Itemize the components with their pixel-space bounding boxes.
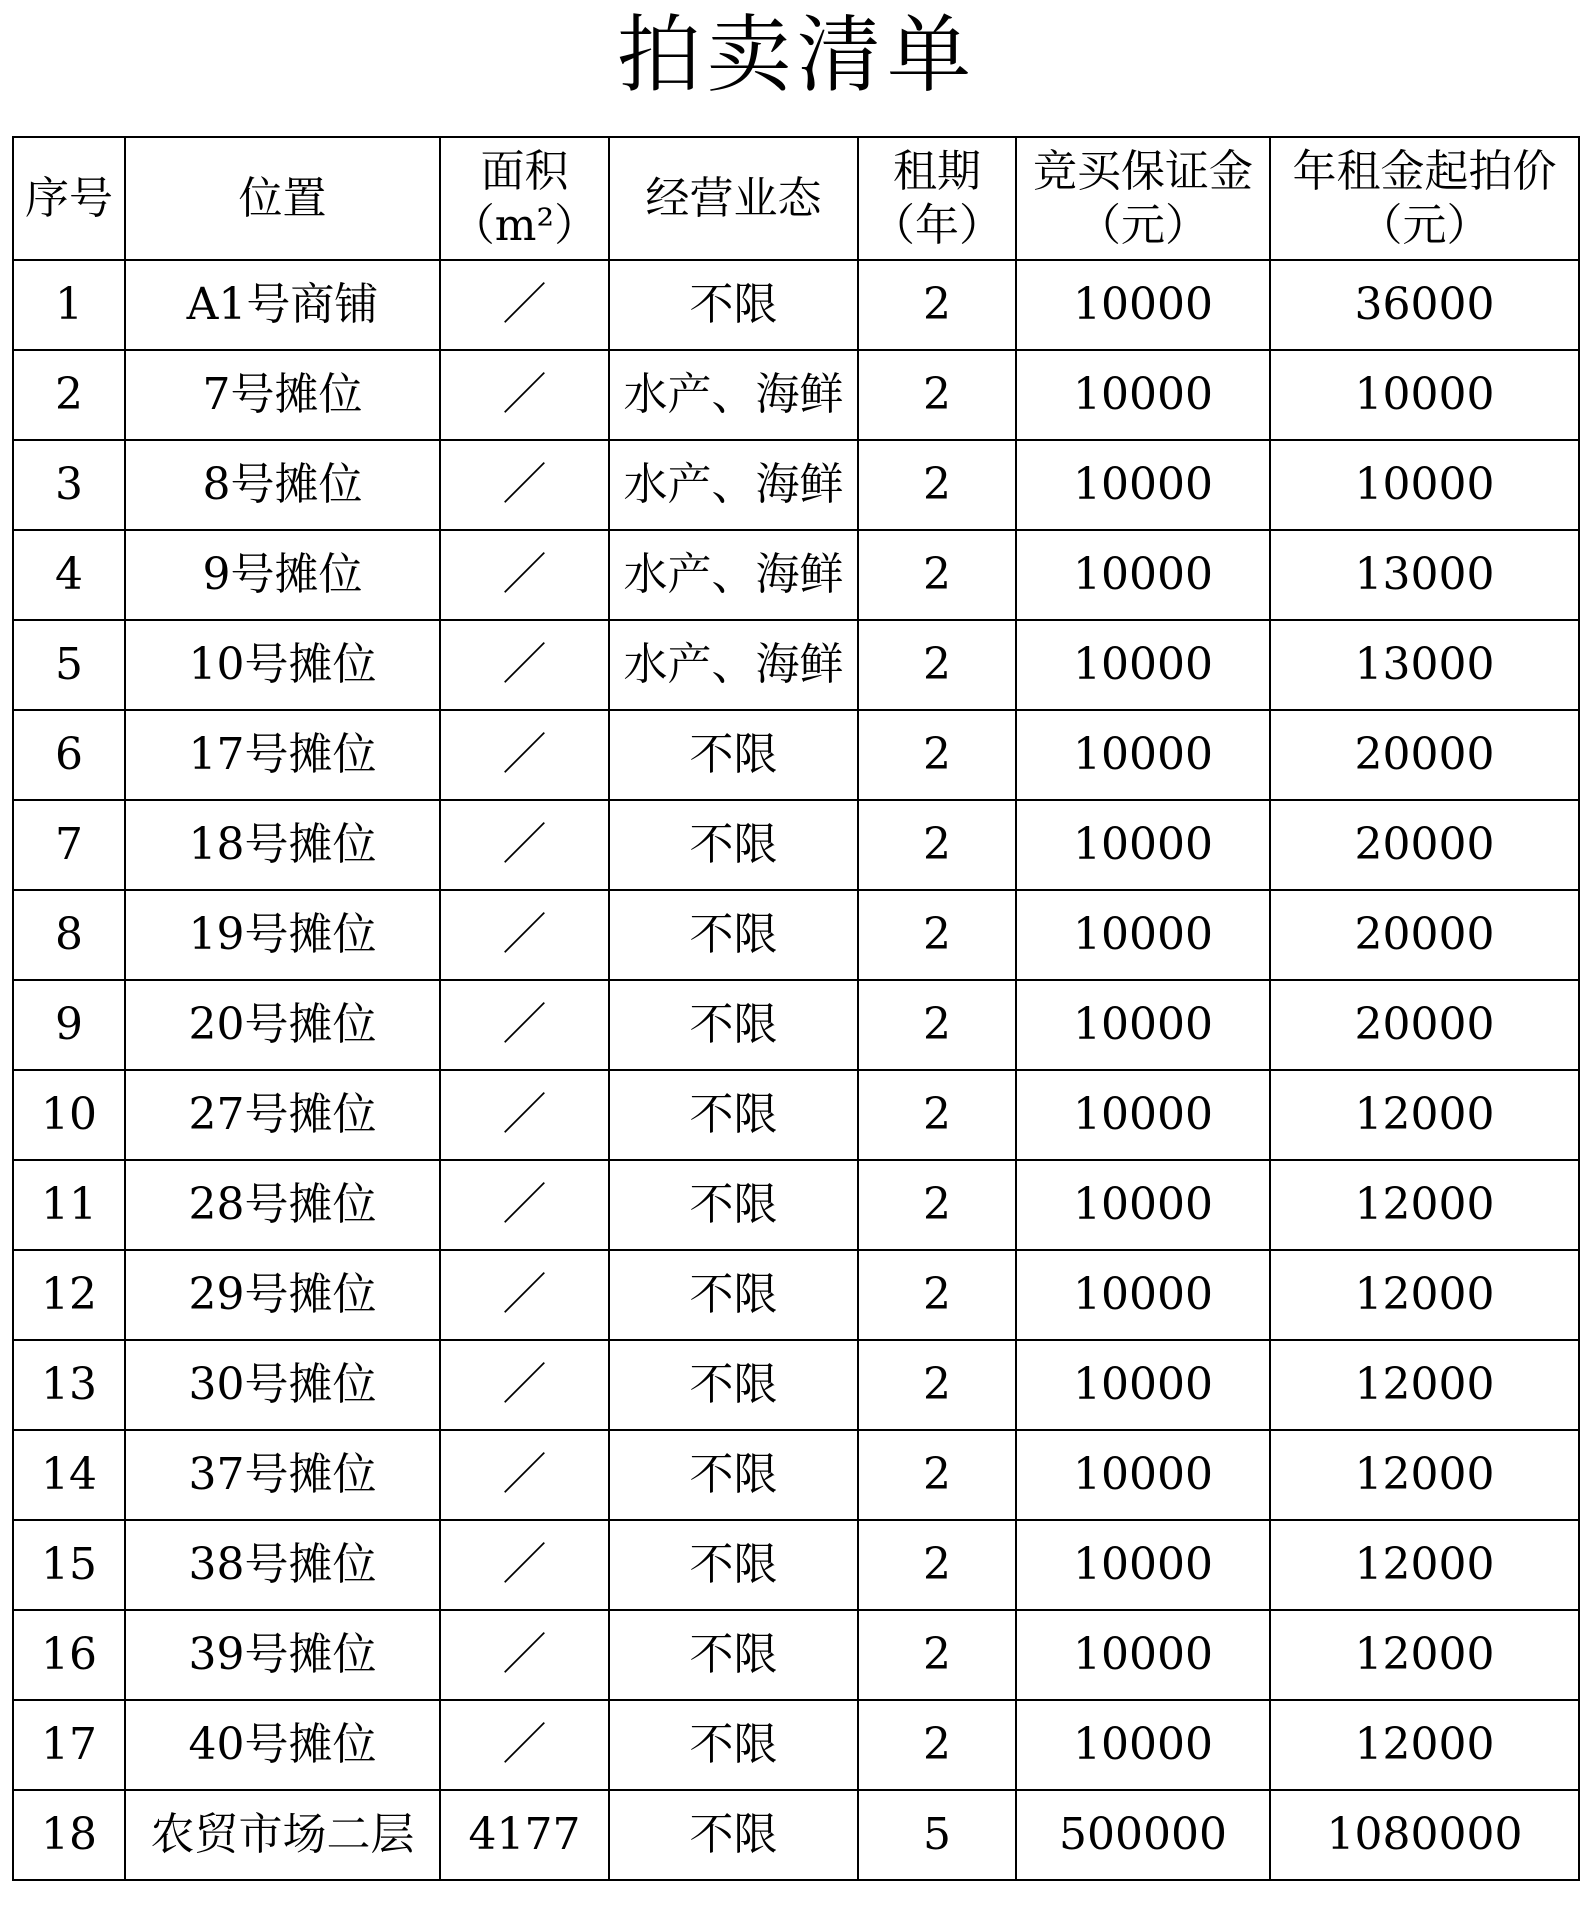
cell-location: 9号摊位 xyxy=(125,530,440,620)
cell-area: ／ xyxy=(440,530,609,620)
cell-area: ／ xyxy=(440,1520,609,1610)
cell-location: 30号摊位 xyxy=(125,1340,440,1430)
table-row xyxy=(13,800,1579,890)
cell-starting-price: 12000 xyxy=(1270,1340,1579,1430)
cell-lease-term: 2 xyxy=(858,800,1016,890)
header-cell-index xyxy=(13,137,125,260)
cell-index: 3 xyxy=(13,440,125,530)
cell-business-type: 不限 xyxy=(609,1070,858,1160)
cell-index: 2 xyxy=(13,350,125,440)
cell-business-type: 不限 xyxy=(609,1160,858,1250)
cell-deposit: 10000 xyxy=(1016,800,1270,890)
table-row xyxy=(13,890,1579,980)
cell-starting-price: 10000 xyxy=(1270,350,1579,440)
header-starting-price-label: 年租金起拍价 xyxy=(1292,145,1557,197)
cell-index: 16 xyxy=(13,1610,125,1700)
cell-starting-price: 12000 xyxy=(1270,1160,1579,1250)
cell-index: 4 xyxy=(13,530,125,620)
cell-area: ／ xyxy=(440,890,609,980)
cell-index: 17 xyxy=(13,1700,125,1790)
cell-deposit: 10000 xyxy=(1016,1070,1270,1160)
cell-starting-price: 12000 xyxy=(1270,1520,1579,1610)
cell-location: 10号摊位 xyxy=(125,620,440,710)
cell-location: 27号摊位 xyxy=(125,1070,440,1160)
header-business-type-label: 经营业态 xyxy=(645,172,822,224)
cell-lease-term: 2 xyxy=(858,350,1016,440)
cell-location: 37号摊位 xyxy=(125,1430,440,1520)
cell-deposit: 500000 xyxy=(1016,1790,1270,1880)
cell-area: 4177 xyxy=(440,1790,609,1880)
cell-index: 7 xyxy=(13,800,125,890)
cell-index: 13 xyxy=(13,1340,125,1430)
cell-area: ／ xyxy=(440,710,609,800)
table-row xyxy=(13,1070,1579,1160)
cell-location: 7号摊位 xyxy=(125,350,440,440)
header-deposit-unit: （元） xyxy=(1077,199,1209,251)
cell-index: 12 xyxy=(13,1250,125,1340)
cell-deposit: 10000 xyxy=(1016,1520,1270,1610)
header-cell-location xyxy=(125,137,440,260)
cell-starting-price: 20000 xyxy=(1270,890,1579,980)
cell-starting-price: 10000 xyxy=(1270,440,1579,530)
cell-deposit: 10000 xyxy=(1016,1340,1270,1430)
table-row xyxy=(13,440,1579,530)
cell-business-type: 水产、海鲜 xyxy=(609,620,858,710)
cell-area: ／ xyxy=(440,1250,609,1340)
cell-business-type: 水产、海鲜 xyxy=(609,350,858,440)
table-row xyxy=(13,1790,1579,1880)
cell-business-type: 不限 xyxy=(609,1700,858,1790)
cell-business-type: 不限 xyxy=(609,710,858,800)
cell-deposit: 10000 xyxy=(1016,620,1270,710)
cell-deposit: 10000 xyxy=(1016,260,1270,350)
header-cell-business-type xyxy=(609,137,858,260)
cell-index: 9 xyxy=(13,980,125,1070)
cell-business-type: 水产、海鲜 xyxy=(609,530,858,620)
cell-starting-price: 12000 xyxy=(1270,1430,1579,1520)
cell-business-type: 不限 xyxy=(609,1340,858,1430)
cell-deposit: 10000 xyxy=(1016,1160,1270,1250)
auction-list-table xyxy=(12,136,1580,1881)
cell-business-type: 不限 xyxy=(609,800,858,890)
cell-lease-term: 2 xyxy=(858,1250,1016,1340)
table-row xyxy=(13,1250,1579,1340)
cell-business-type: 不限 xyxy=(609,980,858,1070)
cell-index: 1 xyxy=(13,260,125,350)
cell-location: 17号摊位 xyxy=(125,710,440,800)
cell-location: 8号摊位 xyxy=(125,440,440,530)
cell-deposit: 10000 xyxy=(1016,1430,1270,1520)
header-area-label: 面积 xyxy=(480,145,569,197)
cell-area: ／ xyxy=(440,1070,609,1160)
cell-lease-term: 2 xyxy=(858,620,1016,710)
cell-location: 农贸市场二层 xyxy=(125,1790,440,1880)
cell-index: 14 xyxy=(13,1430,125,1520)
cell-starting-price: 12000 xyxy=(1270,1610,1579,1700)
cell-starting-price: 12000 xyxy=(1270,1250,1579,1340)
table-row xyxy=(13,710,1579,800)
cell-location: 18号摊位 xyxy=(125,800,440,890)
header-cell-starting-price xyxy=(1270,137,1579,260)
cell-area: ／ xyxy=(440,980,609,1070)
cell-area: ／ xyxy=(440,620,609,710)
table-header xyxy=(13,137,1579,260)
cell-index: 8 xyxy=(13,890,125,980)
table-row xyxy=(13,1340,1579,1430)
cell-area: ／ xyxy=(440,1340,609,1430)
cell-location: 38号摊位 xyxy=(125,1520,440,1610)
table-row xyxy=(13,1520,1579,1610)
cell-deposit: 10000 xyxy=(1016,890,1270,980)
cell-business-type: 不限 xyxy=(609,890,858,980)
cell-deposit: 10000 xyxy=(1016,980,1270,1070)
header-location-label: 位置 xyxy=(238,172,327,224)
cell-index: 5 xyxy=(13,620,125,710)
cell-lease-term: 2 xyxy=(858,1700,1016,1790)
cell-deposit: 10000 xyxy=(1016,440,1270,530)
cell-lease-term: 5 xyxy=(858,1790,1016,1880)
cell-area: ／ xyxy=(440,1160,609,1250)
cell-lease-term: 2 xyxy=(858,890,1016,980)
cell-lease-term: 2 xyxy=(858,1160,1016,1250)
cell-starting-price: 13000 xyxy=(1270,620,1579,710)
cell-business-type: 不限 xyxy=(609,1610,858,1700)
cell-lease-term: 2 xyxy=(858,530,1016,620)
cell-starting-price: 12000 xyxy=(1270,1700,1579,1790)
cell-area: ／ xyxy=(440,1610,609,1700)
header-deposit-label: 竞买保证金 xyxy=(1033,145,1253,197)
header-starting-price-unit: （元） xyxy=(1358,199,1491,251)
cell-location: 40号摊位 xyxy=(125,1700,440,1790)
cell-starting-price: 20000 xyxy=(1270,800,1579,890)
header-cell-lease-term xyxy=(858,137,1016,260)
page-title: 拍卖清单 xyxy=(616,6,977,104)
cell-location: 20号摊位 xyxy=(125,980,440,1070)
table-row xyxy=(13,1160,1579,1250)
cell-deposit: 10000 xyxy=(1016,710,1270,800)
cell-lease-term: 2 xyxy=(858,440,1016,530)
cell-location: 29号摊位 xyxy=(125,1250,440,1340)
cell-business-type: 不限 xyxy=(609,1790,858,1880)
cell-index: 6 xyxy=(13,710,125,800)
header-cell-area xyxy=(440,137,609,260)
header-index-label: 序号 xyxy=(25,172,113,224)
cell-location: A1号商铺 xyxy=(125,260,440,350)
cell-business-type: 不限 xyxy=(609,1430,858,1520)
header-row xyxy=(13,137,1579,260)
table-row xyxy=(13,980,1579,1070)
cell-lease-term: 2 xyxy=(858,710,1016,800)
cell-lease-term: 2 xyxy=(858,260,1016,350)
cell-index: 15 xyxy=(13,1520,125,1610)
table-row xyxy=(13,260,1579,350)
cell-index: 10 xyxy=(13,1070,125,1160)
cell-location: 28号摊位 xyxy=(125,1160,440,1250)
cell-business-type: 不限 xyxy=(609,1520,858,1610)
cell-lease-term: 2 xyxy=(858,1520,1016,1610)
cell-area: ／ xyxy=(440,440,609,530)
cell-location: 39号摊位 xyxy=(125,1610,440,1700)
cell-deposit: 10000 xyxy=(1016,1700,1270,1790)
cell-starting-price: 12000 xyxy=(1270,1070,1579,1160)
cell-area: ／ xyxy=(440,260,609,350)
cell-area: ／ xyxy=(440,1700,609,1790)
table-row xyxy=(13,350,1579,440)
table-row xyxy=(13,1700,1579,1790)
cell-area: ／ xyxy=(440,350,609,440)
cell-business-type: 不限 xyxy=(609,260,858,350)
cell-deposit: 10000 xyxy=(1016,530,1270,620)
table-row xyxy=(13,1610,1579,1700)
cell-lease-term: 2 xyxy=(858,1070,1016,1160)
cell-area: ／ xyxy=(440,1430,609,1520)
cell-index: 11 xyxy=(13,1160,125,1250)
cell-starting-price: 36000 xyxy=(1270,260,1579,350)
cell-deposit: 10000 xyxy=(1016,350,1270,440)
header-lease-term-unit: （年） xyxy=(871,199,1003,251)
cell-starting-price: 20000 xyxy=(1270,980,1579,1070)
cell-business-type: 不限 xyxy=(609,1250,858,1340)
cell-location: 19号摊位 xyxy=(125,890,440,980)
cell-lease-term: 2 xyxy=(858,1430,1016,1520)
header-lease-term-label: 租期 xyxy=(893,145,981,197)
cell-starting-price: 20000 xyxy=(1270,710,1579,800)
cell-lease-term: 2 xyxy=(858,1340,1016,1430)
cell-lease-term: 2 xyxy=(858,980,1016,1070)
header-cell-deposit xyxy=(1016,137,1270,260)
table-body xyxy=(13,260,1579,1880)
cell-starting-price: 1080000 xyxy=(1270,1790,1579,1880)
cell-starting-price: 13000 xyxy=(1270,530,1579,620)
cell-area: ／ xyxy=(440,800,609,890)
cell-business-type: 水产、海鲜 xyxy=(609,440,858,530)
table-row xyxy=(13,530,1579,620)
header-area-unit: （m²） xyxy=(450,199,599,251)
table-row xyxy=(13,620,1579,710)
table-row xyxy=(13,1430,1579,1520)
cell-index: 18 xyxy=(13,1790,125,1880)
cell-deposit: 10000 xyxy=(1016,1610,1270,1700)
cell-lease-term: 2 xyxy=(858,1610,1016,1700)
cell-deposit: 10000 xyxy=(1016,1250,1270,1340)
